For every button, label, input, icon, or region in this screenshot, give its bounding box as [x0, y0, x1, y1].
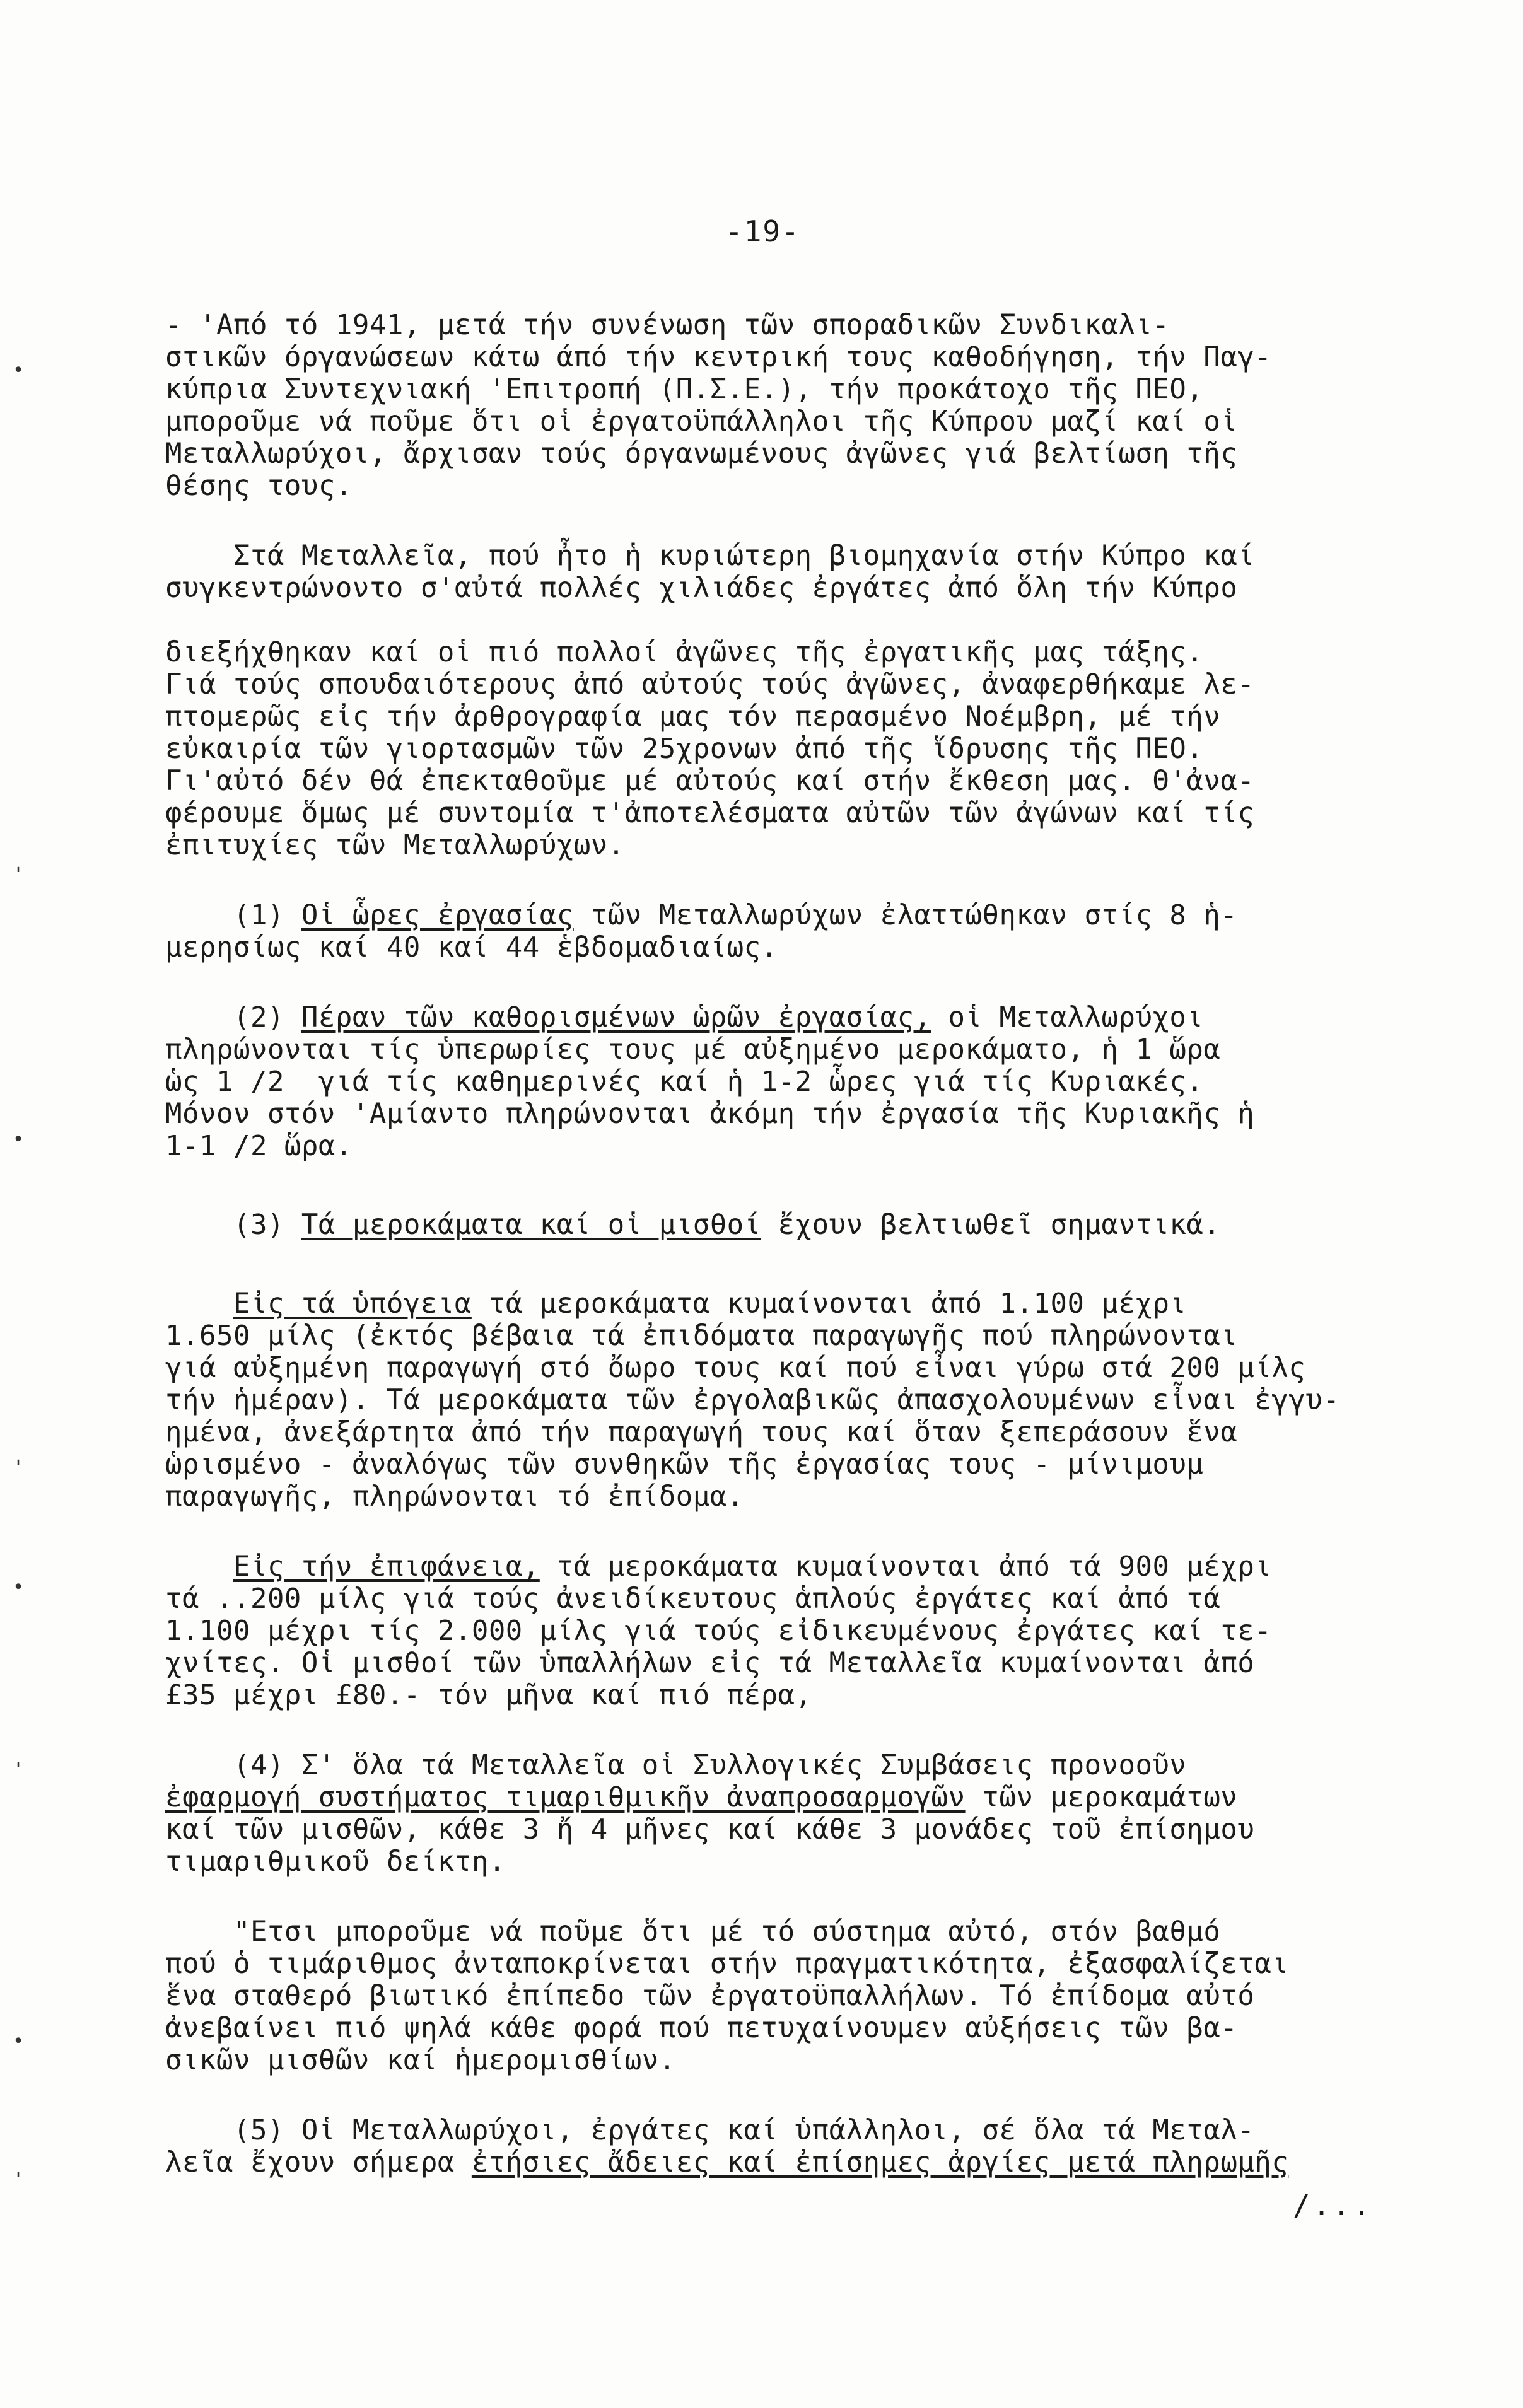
text-line: Στά Μεταλλεῖα, πού ἦτο ἡ κυριώτερη βιομηχανία στήν Κύπρο καί	[165, 540, 1255, 572]
text-line	[165, 1781, 1427, 1813]
margin-mark: '	[13, 1457, 25, 1479]
paragraph	[165, 1916, 1427, 2076]
continuation-mark: /...	[1293, 2188, 1373, 2222]
text-line: τά ..200 μίλς γιά τούς ἀνειδίκευτους ἁπλούς ἐργάτες καί ἀπό τά	[165, 1583, 1221, 1615]
underlined-phrase: Εἰς τήν ἐπιφάνεια,	[233, 1550, 540, 1583]
text-line: χνίτες. Οἱ μισθοί τῶν ὑπαλλήλων εἰς τά Μεταλλεῖα κυμαίνονται ἀπό	[165, 1647, 1255, 1679]
text-line: 1.650 μίλς (ἐκτός βέβαια τά ἐπιδόματα παραγωγῆς πού πληρώνονται	[165, 1320, 1238, 1352]
text-line: ἕνα σταθερό βιωτικό ἐπίπεδο τῶν ἐργατοϋπαλλήλων. Τό ἐπίδομα αὐτό	[165, 1980, 1255, 2012]
text-line: πληρώνονται τίς ὑπερωρίες τους μέ αὐξημένο μεροκάματο, ἡ 1 ὥρα	[165, 1033, 1221, 1066]
text-line: "Ετσι μποροῦμε νά ποῦμε ὅτι μέ τό σύστημα αὐτό, στόν βαθμό	[165, 1916, 1221, 1948]
paragraph	[165, 1209, 1427, 1241]
text-line: κύπρια Συντεχνιακή 'Επιτροπή (Π.Σ.Ε.), τήν προκάτοχο τῆς ΠΕΟ,	[165, 373, 1204, 405]
text-line: τήν ἡμέραν). Τά μεροκάματα τῶν ἐργολαβικῶς ἀπασχολουμένων εἶναι ἐγγυ-	[165, 1384, 1340, 1416]
text-line: 1-1 /2 ὥρα.	[165, 1130, 353, 1162]
text-line: Γιά τούς σπουδαιότερους ἀπό αὐτούς τούς ἀγῶνες, ἀναφερθήκαμε λε-	[165, 668, 1255, 701]
text-fragment: τά μεροκάματα κυμαίνονται ἀπό τά 900 μέχρι	[539, 1550, 1272, 1583]
text-line: 1.100 μέχρι τίς 2.000 μίλς γιά τούς εἰδικευμένους ἐργάτες καί τε-	[165, 1615, 1272, 1647]
paragraph	[165, 899, 1427, 963]
text-line	[165, 604, 1427, 636]
indent	[165, 1288, 233, 1320]
body-text	[165, 309, 1427, 2178]
paragraph	[165, 1550, 1427, 1711]
paragraph	[165, 1288, 1427, 1513]
item-number: (3)	[165, 1209, 301, 1241]
underlined-phrase: Οἱ ὧρες ἐργασίας	[301, 899, 574, 931]
text-line	[165, 899, 1427, 931]
underlined-phrase: Εἰς τά ὑπόγεια	[233, 1288, 472, 1320]
paragraph	[165, 1749, 1427, 1878]
text-line: σικῶν μισθῶν καί ἡμερομισθίων.	[165, 2044, 676, 2076]
text-line: Μόνον στόν 'Αμίαντο πληρώνονται ἀκόμη τήν ἐργασία τῆς Κυριακῆς ἡ	[165, 1098, 1255, 1130]
text-line: πού ὁ τιμάριθμος ἀνταποκρίνεται στήν πραγματικότητα, ἐξασφαλίζεται	[165, 1948, 1289, 1980]
underlined-phrase: ἐτήσιες ἄδειες καί ἐπίσημες ἀργίες μετά πληρωμῆς	[471, 2146, 1289, 2178]
text-line: γιά αὐξημένη παραγωγή στό ὄωρο τους καί πού εἶναι γύρω στά 200 μίλς	[165, 1352, 1306, 1384]
text-line: εὐκαιρία τῶν γιορτασμῶν τῶν 25χρονων ἀπό τῆς ἵδρυσης τῆς ΠΕΟ.	[165, 733, 1204, 765]
text-line	[165, 2146, 1427, 2178]
margin-mark: '	[13, 864, 25, 886]
text-line: £35 μέχρι £80.- τόν μῆνα καί πιό πέρα,	[165, 1679, 812, 1711]
text-line: φέρουμε ὅμως μέ συντομία τ'ἀποτελέσματα αὐτῶν τῶν ἀγώνων καί τίς	[165, 797, 1255, 829]
indent	[165, 1550, 233, 1583]
margin-mark: '	[13, 2169, 25, 2191]
text-line: παραγωγῆς, πληρώνονται τό ἐπίδομα.	[165, 1480, 744, 1513]
text-line: τιμαριθμικοῦ δείκτη.	[165, 1846, 506, 1878]
text-fragment: τῶν Μεταλλωρύχων ἐλαττώθηκαν στίς 8 ἡ-	[573, 899, 1238, 931]
text-line: ἀνεβαίνει πιό ψηλά κάθε φορά πού πετυχαίνουμεν αὐξήσεις τῶν βα-	[165, 2012, 1238, 2044]
text-line	[165, 1209, 1427, 1241]
text-line: ημένα, ἀνεξάρτητα ἀπό τήν παραγωγή τους καί ὅταν ξεπεράσουν ἕνα	[165, 1416, 1238, 1448]
paragraph	[165, 540, 1427, 861]
margin-mark: •	[13, 2030, 25, 2052]
text-fragment: τῶν μεροκαμάτων	[965, 1781, 1238, 1813]
text-line: Μεταλλωρύχοι, ἄρχισαν τούς όργανωμένους ἀγῶνες γιά βελτίωση τῆς	[165, 438, 1238, 470]
paragraph	[165, 2114, 1427, 2178]
text-fragment: ἔχουν βελτιωθεῖ σημαντικά.	[761, 1209, 1221, 1241]
text-line: Γι'αὐτό δέν θά ἐπεκταθοῦμε μέ αὐτούς καί στήν ἔκθεση μας. Θ'ἀνα-	[165, 765, 1255, 797]
margin-mark: •	[13, 1129, 25, 1151]
text-line	[165, 1288, 1427, 1320]
text-line: πτομερῶς εἰς τήν ἀρθρογραφία μας τόν περασμένο Νοέμβρη, μέ τήν	[165, 701, 1221, 733]
text-line: μποροῦμε νά ποῦμε ὅτι οἱ ἐργατοϋπάλληλοι τῆς Κύπρου μαζί καί οἱ	[165, 405, 1238, 438]
text-line: ἐπιτυχίες τῶν Μεταλλωρύχων.	[165, 829, 625, 861]
text-fragment: τά μεροκάματα κυμαίνονται ἀπό 1.100 μέχρι	[471, 1288, 1187, 1320]
paragraph	[165, 309, 1427, 502]
item-number: (1)	[165, 899, 301, 931]
underlined-phrase: Τά μεροκάματα καί οἱ μισθοί	[301, 1209, 761, 1241]
text-line: (5) Οἱ Μεταλλωρύχοι, ἐργάτες καί ὑπάλληλοι, σέ ὅλα τά Μεταλ-	[165, 2114, 1255, 2146]
text-line: στικῶν όργανώσεων κάτω άπό τήν κεντρική τους καθοδήγηση, τήν Παγ-	[165, 341, 1272, 373]
underlined-phrase: Πέραν τῶν καθορισμένων ὡρῶν ἐργασίας,	[301, 1001, 931, 1033]
page-number: -19-	[725, 214, 800, 248]
text-line: (4) Σ' ὅλα τά Μεταλλεῖα οἱ Συλλογικές Συμβάσεις προνοοῦν	[165, 1749, 1187, 1781]
margin-mark: •	[13, 359, 25, 381]
text-line: - 'Από τό 1941, μετά τήν συνένωση τῶν σποραδικῶν Συνδικαλι-	[165, 309, 1170, 341]
margin-mark: •	[13, 1576, 25, 1598]
item-number: (2)	[165, 1001, 301, 1033]
margin-mark: '	[13, 1759, 25, 1781]
text-line	[165, 1550, 1427, 1583]
paragraph	[165, 1001, 1427, 1162]
text-line: θέσης τους.	[165, 470, 353, 502]
text-line: μερησίως καί 40 καί 44 ἑβδομαδιαίως.	[165, 931, 778, 963]
text-line: καί τῶν μισθῶν, κάθε 3 ἤ 4 μῆνες καί κάθε 3 μονάδες τοῦ ἐπίσημου	[165, 1813, 1255, 1846]
text-fragment: οἱ Μεταλλωρύχοι	[931, 1001, 1204, 1033]
text-line: συγκεντρώνοντο σ'αὐτά πολλές χιλιάδες ἐργάτες ἀπό ὅλη τήν Κύπρο	[165, 572, 1238, 604]
text-line: διεξήχθηκαν καί οἱ πιό πολλοί ἀγῶνες τῆς ἐργατικῆς μας τάξης.	[165, 636, 1204, 668]
text-line	[165, 1001, 1427, 1033]
text-fragment: λεῖα ἔχουν σήμερα	[165, 2146, 472, 2178]
text-line: ὡρισμένο - ἀναλόγως τῶν συνθηκῶν τῆς ἐργασίας τους - μίνιμουμ	[165, 1448, 1204, 1480]
underlined-phrase: ἐφαρμογή συστήματος τιμαριθμικῆν ἀναπροσαρμογῶν	[165, 1781, 966, 1813]
text-line: ὡς 1 /2 γιά τίς καθημερινές καί ἡ 1-2 ὧρες γιά τίς Κυριακές.	[165, 1066, 1204, 1098]
